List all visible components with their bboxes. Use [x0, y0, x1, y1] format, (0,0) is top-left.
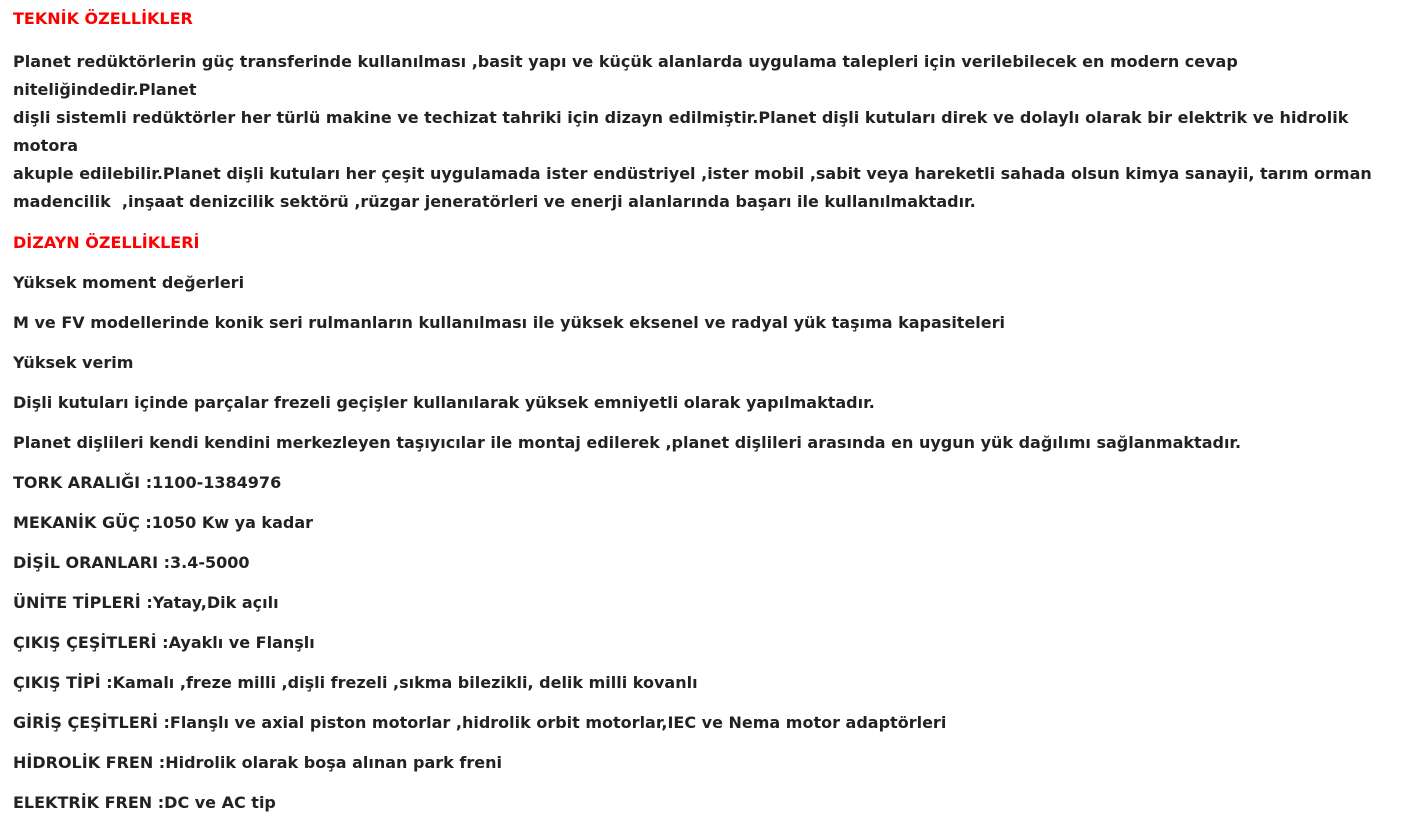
spec-row-torque [13, 472, 1397, 494]
specs-list [13, 472, 1397, 814]
spec-label: MEKANİK GÜÇ : [13, 513, 152, 532]
spec-label: ÇIKIŞ TİPİ : [13, 673, 113, 692]
design-feature-item: Yüksek verim [13, 353, 134, 372]
spec-row-output-type [13, 672, 1397, 694]
spec-row-output-variants [13, 632, 1397, 654]
spec-value: Yatay,Dik açılı [152, 593, 279, 612]
spec-value: 3.4-5000 [170, 553, 250, 572]
design-feature-item: Yüksek moment değerleri [13, 273, 245, 292]
spec-row-power [13, 512, 1397, 534]
spec-value: 1100-1384976 [152, 473, 282, 492]
spec-row-hydraulic-brake [13, 752, 1397, 774]
intro-line: Planet redüktörlerin güç transferinde kullanılması ,basit yapı ve küçük alanlarda uygulama talepleri için verilebilecek en modern cevap niteliğindedir.Planet [13, 52, 1244, 99]
spec-label: DİŞİL ORANLARI : [13, 553, 170, 572]
design-feature-item: M ve FV modellerinde konik seri rulmanların kullanılması ile yüksek eksenel ve radyal yük taşıma kapasiteleri [13, 313, 1006, 332]
spec-value: DC ve AC tip [164, 793, 276, 812]
spec-value: Flanşlı ve axial piston motorlar ,hidrolik orbit motorlar,IEC ve Nema motor adaptörleri [169, 713, 947, 732]
design-feature-item: Dişli kutuları içinde parçalar frezeli geçişler kullanılarak yüksek emniyetli olarak yapılmaktadır. [13, 393, 875, 412]
spec-label: HİDROLİK FREN : [13, 753, 166, 772]
intro-line: akuple edilebilir.Planet dişli kutuları her çeşit uygulamada ister endüstriyel ,ister mobil ,sabit veya hareketli sahada olsun kimya sanayii, tarım orman [13, 164, 1372, 183]
spec-row-ratios [13, 552, 1397, 574]
spec-value: 1050 Kw ya kadar [151, 513, 314, 532]
spec-row-electric-brake [13, 792, 1397, 814]
spec-row-unit-types [13, 592, 1397, 614]
spec-label: GİRİŞ ÇEŞİTLERİ : [13, 713, 170, 732]
technical-features-heading: TEKNİK ÖZELLİKLER [13, 9, 193, 28]
intro-line: dişli sistemli redüktörler her türlü makine ve techizat tahriki için dizayn edilmiştir.Planet dişli kutuları direk ve dolaylı olarak bir elektrik ve hidrolik motora [13, 108, 1354, 155]
spec-label: ÇIKIŞ ÇEŞİTLERİ : [13, 633, 169, 652]
spec-label: ELEKTRİK FREN : [13, 793, 165, 812]
design-feature-item: Planet dişlileri kendi kendini merkezleyen taşıyıcılar ile montaj edilerek ,planet dişlileri arasında en uygun yük dağılımı sağlanmaktadır. [13, 433, 1242, 452]
intro-paragraph [13, 48, 1397, 216]
spec-value: Hidrolik olarak boşa alınan park freni [165, 753, 502, 772]
spec-row-input-variants [13, 712, 1397, 734]
spec-label: ÜNİTE TİPLERİ : [13, 593, 153, 612]
spec-value: Kamalı ,freze milli ,dişli frezeli ,sıkma bilezikli, delik milli kovanlı [112, 673, 698, 692]
spec-label: TORK ARALIĞI : [13, 473, 153, 492]
design-features-list [13, 272, 1397, 454]
spec-value: Ayaklı ve Flanşlı [168, 633, 315, 652]
intro-line: madencilik ,inşaat denizcilik sektörü ,rüzgar jeneratörleri ve enerji alanlarında başarı ile kullanılmaktadır. [13, 192, 976, 211]
design-features-heading: DİZAYN ÖZELLİKLERİ [13, 233, 200, 252]
